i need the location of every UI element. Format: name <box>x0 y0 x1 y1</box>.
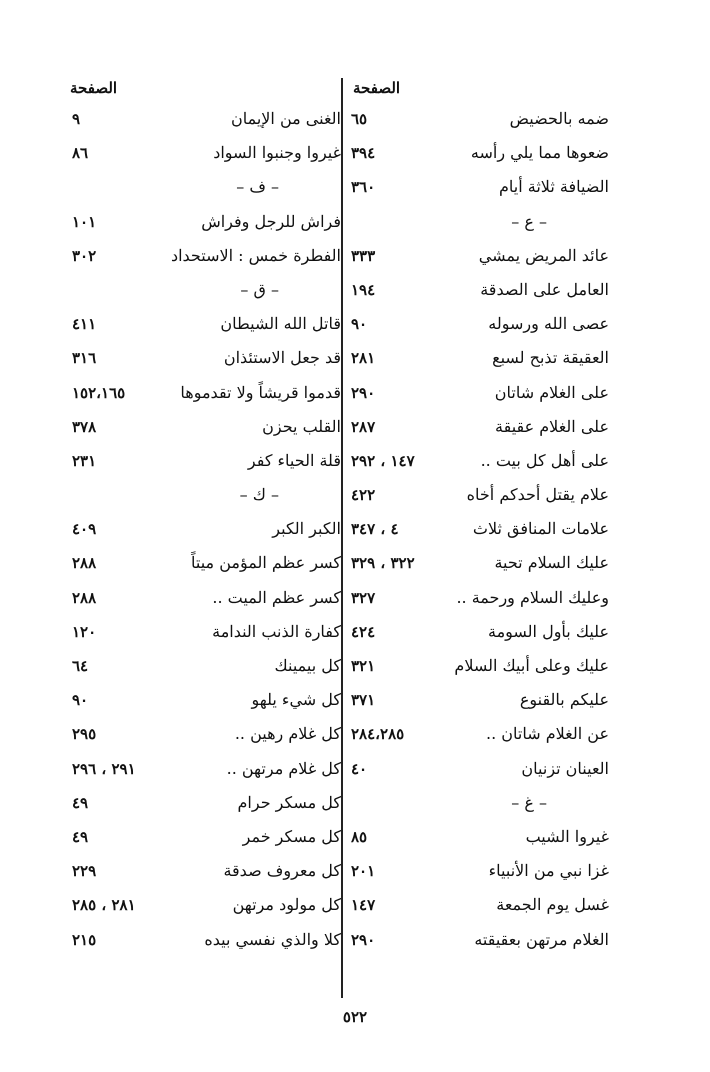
index-entry <box>343 717 609 751</box>
index-entry <box>343 752 609 786</box>
entry-text: غيروا وجنبوا السواد <box>213 143 341 163</box>
entry-page-number: ٢٨٨ <box>72 554 97 573</box>
index-entry <box>64 820 341 854</box>
index-entry <box>343 376 609 410</box>
entry-page-number: ٢٨٨ <box>72 588 97 607</box>
entry-page-number: ٣٠٢ <box>72 246 97 265</box>
entry-page-number: ٢٨١ ، ٢٨٥ <box>72 896 136 915</box>
entry-page-number: ٤١١ <box>72 315 97 334</box>
index-entry <box>343 581 609 615</box>
entry-text: فراش للرجل وفراش <box>201 211 341 231</box>
entry-text: كل مسكر خمر <box>242 826 341 846</box>
index-entry <box>343 512 609 546</box>
index-entry <box>64 615 341 649</box>
entry-page-number: ١٤٧ ، ٢٩٢ <box>351 451 415 470</box>
index-entry <box>64 444 341 478</box>
entry-page-number: ٣٢١ <box>351 657 376 675</box>
entry-page-number: ٢١٥ <box>72 930 97 949</box>
entry-text: كل مولود مرتهن <box>232 895 341 915</box>
entry-text: عائد المريض يمشي <box>478 245 609 265</box>
entry-page-number: ٣٩٤ <box>351 144 376 163</box>
entry-page-number: ٤ ، ٣٤٧ <box>351 520 399 539</box>
entry-page-number: ٤٩ <box>72 793 89 812</box>
entry-text: العينان تزنيان <box>521 758 609 778</box>
entry-page-number: ٦٤ <box>72 657 89 675</box>
index-entry <box>64 376 341 410</box>
entry-text: عليك بأول السومة <box>487 621 609 641</box>
entry-text: على الغلام عقيقة <box>495 416 609 436</box>
entry-page-number: ٢٩٠ <box>351 383 376 402</box>
entry-text: الفطرة خمس : الاستحداد <box>170 245 341 265</box>
index-entry <box>343 136 609 170</box>
entry-page-number: ٤٩ <box>72 827 89 846</box>
letter-heading <box>343 205 609 239</box>
entry-page-number: ٣١٦ <box>72 349 97 368</box>
entry-page-number: ٢٨٧ <box>351 417 376 436</box>
entry-text: غسل يوم الجمعة <box>496 895 609 915</box>
page-column-header: الصفحة <box>70 79 118 97</box>
entry-text: عليك وعلى أبيك السلام <box>454 656 609 675</box>
entry-text: العقيقة تذبح لسبع <box>492 348 609 368</box>
entry-page-number: ٤٢٤ <box>351 622 376 641</box>
entry-page-number: ٣٢٢ ، ٣٢٩ <box>351 554 415 573</box>
entry-page-number: ٢٣١ <box>72 451 97 470</box>
entry-text: ضمه بالحضيض <box>509 109 609 128</box>
entry-page-number: ١٥٢،١٦٥ <box>72 383 126 402</box>
index-entry <box>64 410 341 444</box>
entry-text: الغلام مرتهن بعقيقته <box>474 929 609 949</box>
index-entry <box>64 717 341 751</box>
entry-text: وعليك السلام ورحمة .. <box>456 587 609 607</box>
entry-text: عن الغلام شاتان .. <box>485 724 609 744</box>
index-entry <box>343 546 609 580</box>
index-entry <box>343 307 609 341</box>
entry-page-number: ٢٨٤،٢٨٥ <box>351 725 405 744</box>
entry-text: قدموا قريشاً ولا تقدموها <box>180 382 341 402</box>
entry-page-number: ٢٢٩ <box>72 862 97 881</box>
entry-page-number: ١٤٧ <box>351 896 376 915</box>
entry-text: على أهل كل بيت .. <box>480 450 609 470</box>
index-entry <box>343 854 609 888</box>
letter-heading-text: – ف – <box>236 177 279 197</box>
index-entry <box>343 170 609 204</box>
entry-text: على الغلام شاتان <box>494 382 609 402</box>
entry-page-number: ٩ <box>72 110 81 128</box>
entry-page-number: ٩٠ <box>351 315 368 334</box>
entry-text: كفارة الذنب الندامة <box>212 621 341 641</box>
entry-text: كسر عظم المؤمن ميتاً <box>191 553 341 573</box>
entry-text: قاتل الله الشيطان <box>220 314 341 334</box>
entry-text: غزا نبي من الأنبياء <box>488 861 609 881</box>
entry-page-number: ٣٧١ <box>351 691 376 710</box>
entry-text: علام يقتل أحدكم أخاه <box>466 485 609 505</box>
entry-page-number: ٨٥ <box>351 827 368 846</box>
entry-page-number: ٦٥ <box>351 110 368 128</box>
index-entry <box>343 683 609 717</box>
entry-text: كل غلام مرتهن .. <box>226 758 341 778</box>
index-entry <box>343 820 609 854</box>
index-entry <box>343 478 609 512</box>
entry-text: كل غلام رهين .. <box>234 724 341 744</box>
index-entry <box>343 239 609 273</box>
entry-page-number: ٤٠٩ <box>72 520 97 539</box>
left-column <box>64 74 341 957</box>
entry-text: ضعوها مما يلي رأسه <box>470 143 609 163</box>
entry-page-number: ١٠١ <box>72 212 97 231</box>
entry-page-number: ٤٢٢ <box>351 486 376 505</box>
entry-text: قد جعل الاستئذان <box>223 348 341 368</box>
index-entry <box>64 512 341 546</box>
entry-text: العامل على الصدقة <box>480 279 609 299</box>
index-entry <box>64 239 341 273</box>
entry-text: عليكم بالقنوع <box>519 690 609 710</box>
entry-page-number: ٢٨١ <box>351 349 376 368</box>
entry-page-number: ٣٧٨ <box>72 417 97 436</box>
index-entry <box>343 649 609 683</box>
entry-page-number: ٢٩١ ، ٢٩٦ <box>72 759 136 778</box>
index-entry <box>343 923 609 957</box>
index-entry <box>64 102 341 136</box>
entry-text: كل معروف صدقة <box>223 861 341 881</box>
entry-text: علامات المنافق ثلاث <box>472 519 609 539</box>
entry-text: كل بيمينك <box>274 656 341 675</box>
letter-heading-text: – ع – <box>511 211 547 231</box>
entry-text: الكبر الكبر <box>272 519 341 539</box>
index-entry <box>343 888 609 922</box>
index-entry <box>64 786 341 820</box>
entry-text: قلة الحياء كفر <box>247 450 341 470</box>
index-entry <box>64 307 341 341</box>
entry-text: الغنى من الإيمان <box>230 109 341 128</box>
index-entry <box>64 649 341 683</box>
index-entry <box>64 752 341 786</box>
index-entry <box>64 136 341 170</box>
entry-text: الضيافة ثلاثة أيام <box>498 177 609 197</box>
entry-page-number: ٤٠ <box>351 759 368 778</box>
entry-page-number: ٨٦ <box>72 144 89 163</box>
entry-text: عليك السلام تحية <box>494 553 609 573</box>
letter-heading-text: – ك – <box>239 485 279 505</box>
index-entry <box>64 341 341 375</box>
index-entry <box>343 615 609 649</box>
index-entry <box>343 102 609 136</box>
index-entry <box>343 444 609 478</box>
letter-heading-text: – غ – <box>511 792 547 812</box>
index-entry <box>64 888 341 922</box>
entry-text: كسر عظم الميت .. <box>212 587 341 607</box>
entry-page-number: ٩٠ <box>72 691 89 710</box>
page-column-header: الصفحة <box>353 79 401 97</box>
entry-text: كل شيء يلهو <box>251 690 341 710</box>
right-column <box>343 74 609 957</box>
index-entry <box>64 546 341 580</box>
entry-text: كل مسكر حرام <box>237 792 341 812</box>
entry-text: القلب يحزن <box>262 416 341 436</box>
entry-page-number: ٢٩٥ <box>72 725 97 744</box>
letter-heading <box>64 170 341 204</box>
entry-page-number: ٢٩٠ <box>351 930 376 949</box>
right-entry-list <box>343 102 609 957</box>
index-entry <box>343 341 609 375</box>
index-entry <box>64 581 341 615</box>
letter-heading <box>64 273 341 307</box>
letter-heading <box>64 478 341 512</box>
entry-page-number: ٣٦٠ <box>351 178 376 197</box>
page-number: ٥٢٢ <box>342 1008 368 1026</box>
index-entry <box>343 273 609 307</box>
letter-heading <box>343 786 609 820</box>
entry-page-number: ٢٠١ <box>351 862 376 881</box>
entry-text: عصى الله ورسوله <box>488 314 609 334</box>
index-entry <box>64 923 341 957</box>
entry-page-number: ١٢٠ <box>72 622 97 641</box>
entry-page-number: ١٩٤ <box>351 280 376 299</box>
letter-heading-text: – ق – <box>240 279 279 299</box>
entry-text: كلا والذي نفسي بيده <box>204 929 341 949</box>
left-entry-list <box>64 102 341 957</box>
entry-page-number: ٣٢٧ <box>351 588 376 607</box>
entry-page-number: ٣٣٣ <box>351 246 376 265</box>
index-entry <box>64 205 341 239</box>
index-entry <box>343 410 609 444</box>
index-entry <box>64 854 341 888</box>
index-entry <box>64 683 341 717</box>
entry-text: غيروا الشيب <box>525 826 609 846</box>
